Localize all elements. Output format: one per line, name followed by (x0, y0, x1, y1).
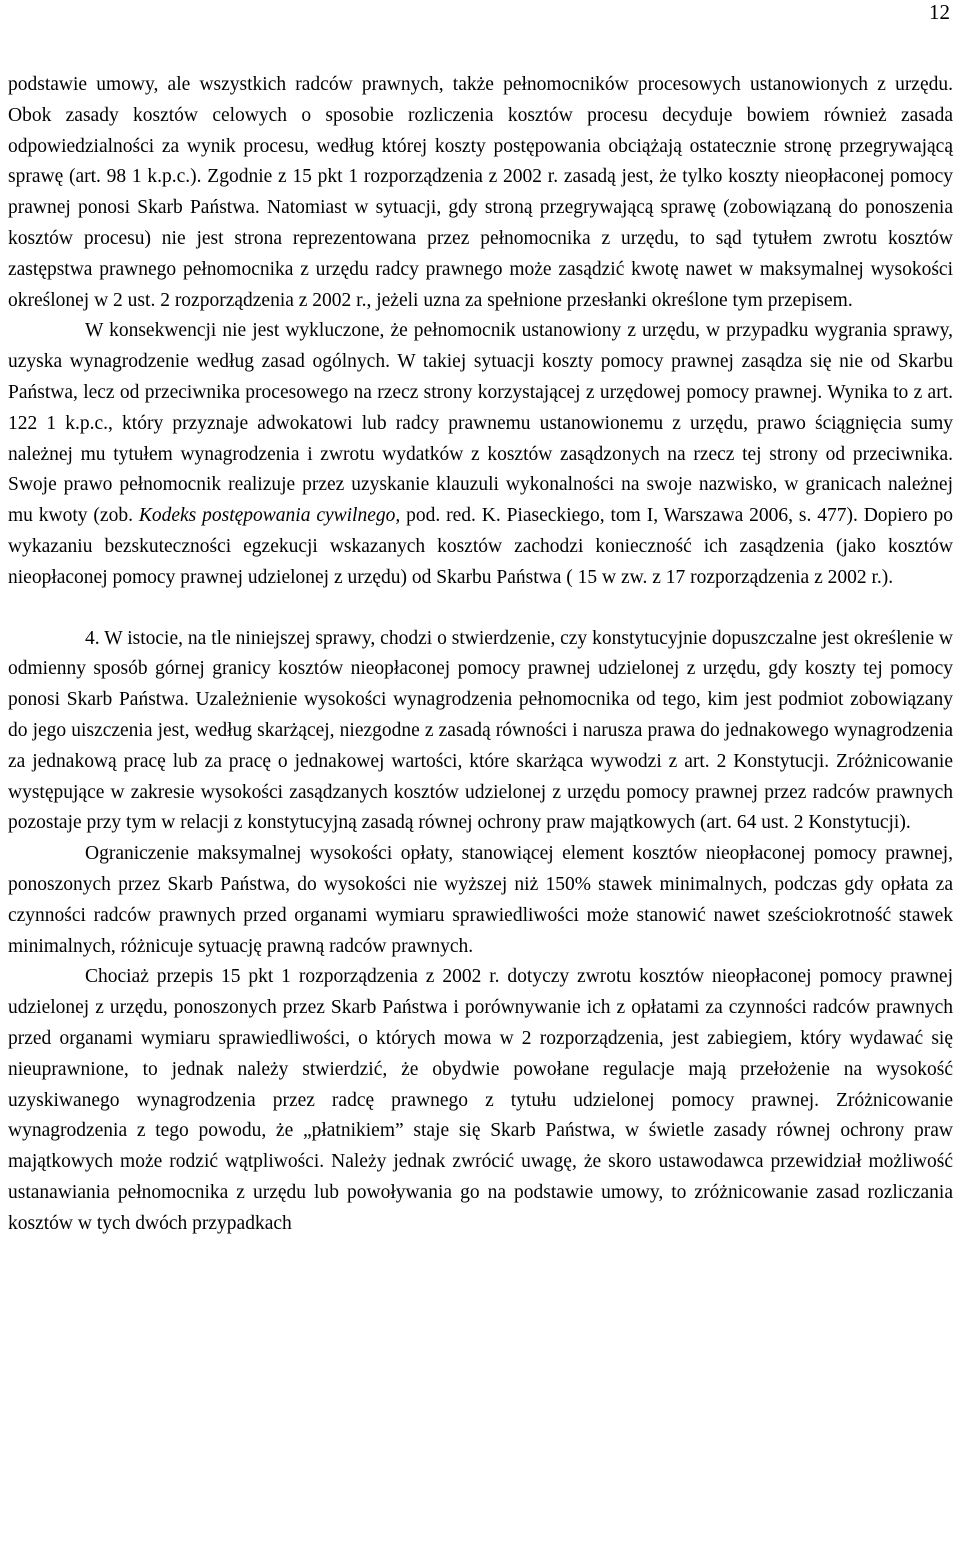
paragraph-1 (8, 70, 953, 316)
paragraph-2 (8, 316, 953, 593)
document-body (8, 70, 953, 1239)
paragraph-4-text: Ograniczenie maksymalnej wysokości opłaty, stanowiącej element kosztów nieopłaconej pomocy prawnej, ponoszonych przez Skarb Państwa, do wysokości nie wyższej niż 150% stawek minimalnych, podczas gdy opłata za czynności radców prawnych przed organami wymiaru sprawiedliwości może stanowić nawet sześciokrotność stawek minimalnych, różnicuje sytuację prawną radców prawnych. (8, 843, 953, 957)
paragraph-5 (8, 962, 953, 1239)
paragraph-2-text-a: W konsekwencji nie jest wykluczone, że pełnomocnik ustanowiony z urzędu, w przypadku wygrania sprawy, uzyska wynagrodzenie według zasad ogólnych. W takiej sytuacji koszty pomocy prawnej zasądza się nie od Skarbu Państwa, lecz od przeciwnika procesowego na rzecz strony korzystającej z urzędowej pomocy prawnej. Wynika to z art. 122 1 k.p.c., który przyznaje adwokatowi lub radcy prawnemu ustanowionemu z urzędu, prawo ściągnięcia sumy należnej mu tytułem wynagrodzenia i zwrotu wydatków z kosztów zasądzonych na rzecz tej strony od przeciwnika. Swoje prawo pełnomocnik realizuje przez uzyskanie klauzuli wykonalności na swoje nazwisko, w granicach należnej mu kwoty (zob. (8, 320, 953, 527)
page-number: 12 (929, 0, 950, 24)
paragraph-4 (8, 839, 953, 962)
paragraph-3 (8, 624, 953, 840)
paragraph-gap (8, 594, 953, 624)
paragraph-5-text: Chociaż przepis 15 pkt 1 rozporządzenia z 2002 r. dotyczy zwrotu kosztów nieopłaconej pomocy prawnej udzielonej z urzędu, ponoszonych przez Skarb Państwa i porównywanie ich z opłatami za czynności radców prawnych przed organami wymiaru sprawiedliwości, o których mowa w 2 rozporządzenia, jest zabiegiem, który wydawać się nieuprawnione, to jednak należy stwierdzić, że obydwie powołane regulacje mają przełożenie na wysokość uzyskiwanego wynagrodzenia przez radcę prawnego z tytułu udzielonej pomocy prawnej. Zróżnicowanie wynagrodzenia z tego powodu, że „płatnikiem” staje się Skarb Państwa, w świetle zasady równej ochrony praw majątkowych może rodzić wątpliwości. Należy jednak zwrócić uwagę, że skoro ustawodawca przewidział możliwość ustanawiania pełnomocnika z urzędu lub powoływania go na podstawie umowy, to zróżnicowanie zasad rozliczania kosztów w tych dwóch przypadkach (8, 966, 953, 1234)
citation-title: Kodeks postępowania cywilnego, (138, 505, 401, 527)
paragraph-3-text: 4. W istocie, na tle niniejszej sprawy, chodzi o stwierdzenie, czy konstytucyjnie dopuszczalne jest określenie w odmienny sposób górnej granicy kosztów nieopłaconej pomocy prawnej udzielonej z urzędu, gdy koszty tej pomocy ponosi Skarb Państwa. Uzależnienie wysokości wynagrodzenia pełnomocnika od tego, kim jest podmiot zobowiązany do jego uiszczenia jest, według skarżącej, niezgodne z zasadą równości i narusza prawa do jednakowego wynagrodzenia za jednakową pracę lub za pracę o jednakowej wartości, które skarżąca wywodzi z art. 2 Konstytucji. Zróżnicowanie występujące w zakresie wysokości zasądzanych kosztów udzielonej z urzędu pomocy prawnej przez radców prawnych pozostaje przy tym w relacji z konstytucyjną zasadą równej ochrony praw majątkowych (art. 64 ust. 2 Konstytucji). (8, 627, 953, 834)
paragraph-2-text-b: pod. red. K. Piaseckiego, tom I, Warszawa 2006, s. 477). Dopiero po wykazaniu bezskuteczności egzekucji wskazanych kosztów zachodzi konieczność ich zasądzenia (jako kosztów nieopłaconej pomocy prawnej udzielonej z urzędu) od Skarbu Państwa ( 15 w zw. z 17 rozporządzenia z 2002 r.). (8, 505, 953, 588)
paragraph-1-text: podstawie umowy, ale wszystkich radców prawnych, także pełnomocników procesowych ustanowionych z urzędu. Obok zasady kosztów celowych o sposobie rozliczenia kosztów procesu decyduje bowiem również zasada odpowiedzialności za wynik procesu, według której koszty postępowania obciążają ostatecznie stronę przegrywającą sprawę (art. 98 1 k.p.c.). Zgodnie z 15 pkt 1 rozporządzenia z 2002 r. zasadą jest, że tylko koszty nieopłaconej pomocy prawnej ponosi Skarb Państwa. Natomiast w sytuacji, gdy stroną przegrywającą sprawę (zobowiązaną do ponoszenia kosztów procesu) nie jest strona reprezentowana przez pełnomocnika z urzędu, to sąd tytułem zwrotu kosztów zastępstwa prawnego pełnomocnika z urzędu radcy prawnego może zasądzić kwotę nawet w maksymalnej wysokości określonej w 2 ust. 2 rozporządzenia z 2002 r., jeżeli uzna za spełnione przesłanki określone tym przepisem. (8, 74, 953, 311)
